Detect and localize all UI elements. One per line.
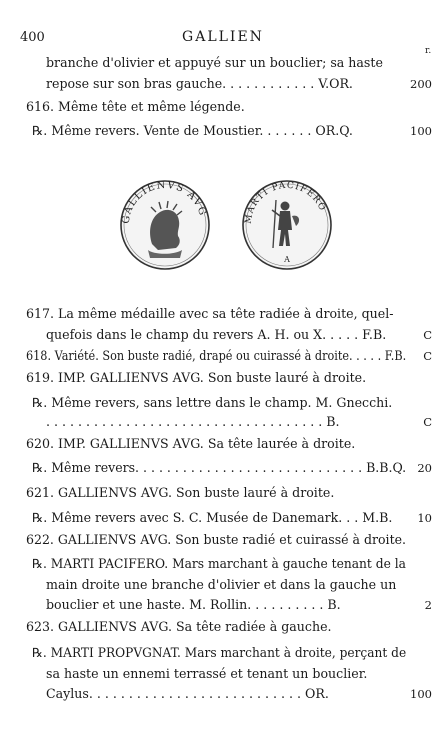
catalogue-line bbox=[0, 617, 446, 637]
catalogue-line bbox=[0, 304, 446, 324]
line-price: 100 bbox=[410, 124, 432, 138]
catalogue-line bbox=[0, 121, 446, 141]
line-text: bouclier et une haste. M. Rollin. . . . . . . . . . B. bbox=[46, 597, 341, 612]
obverse-legend: GALLIENVS AVG bbox=[120, 179, 209, 225]
line-text: sa haste un ennemi terrassé et tenant un bouclier. bbox=[46, 666, 368, 681]
line-text: ℞. Même revers, sans lettre dans le champ. M. Gnecchi. bbox=[32, 395, 393, 410]
catalogue-line bbox=[0, 325, 446, 345]
reverse-exergue: A bbox=[284, 255, 290, 264]
catalogue-line bbox=[0, 664, 446, 684]
line-price: 20 bbox=[417, 461, 432, 475]
catalogue-line bbox=[0, 97, 446, 117]
line-text: ℞. Même revers. . . . . . . . . . . . . . . . . . . . . . . . . . . . . B.B.Q. bbox=[32, 460, 407, 475]
line-price: 100 bbox=[410, 687, 432, 701]
catalogue-line bbox=[0, 393, 446, 413]
catalogue-line bbox=[0, 458, 446, 478]
line-text: ℞. MARTI PROPVGNAT. Mars marchant à droite, perçant de bbox=[32, 645, 407, 660]
catalogue-line bbox=[0, 554, 446, 574]
line-text: 620. IMP. GALLIENVS AVG. Sa tête laurée à droite. bbox=[26, 436, 356, 451]
catalogue-line bbox=[0, 412, 446, 432]
line-price: C bbox=[423, 415, 432, 429]
line-price: 2 bbox=[424, 598, 432, 612]
catalogue-line bbox=[0, 368, 446, 388]
coin-reverse bbox=[243, 181, 331, 269]
catalogue-line bbox=[0, 53, 446, 73]
catalogue-line bbox=[0, 508, 446, 528]
line-text: . . . . . . . . . . . . . . . . . . . . . . . . . . . . . . . . . . . B. bbox=[46, 414, 340, 429]
catalogue-line bbox=[0, 74, 446, 94]
line-text: ℞. Même revers avec S. C. Musée de Danemark. . . M.B. bbox=[32, 510, 393, 525]
line-text: 621. GALLIENVS AVG. Son buste lauré à droite. bbox=[26, 485, 335, 500]
reverse-legend: MARTI PACIFERO bbox=[243, 180, 328, 225]
catalogue-line bbox=[0, 643, 446, 663]
margin-mark: r. bbox=[425, 46, 432, 56]
line-price: C bbox=[423, 328, 432, 342]
catalogue-line bbox=[0, 530, 446, 550]
catalogue-line bbox=[0, 575, 446, 595]
catalogue-line bbox=[0, 595, 446, 615]
catalogue-line bbox=[0, 434, 446, 454]
page-number: 400 bbox=[20, 30, 45, 45]
line-text: 616. Même tête et même légende. bbox=[26, 99, 245, 114]
coin-illustration bbox=[118, 178, 334, 272]
line-text: 623. GALLIENVS AVG. Sa tête radiée à gauche. bbox=[26, 619, 332, 634]
catalogue-line bbox=[0, 483, 446, 503]
line-text: Caylus. . . . . . . . . . . . . . . . . . . . . . . . . . . OR. bbox=[46, 686, 329, 701]
line-text: main droite une branche d'olivier et dans la gauche un bbox=[46, 577, 397, 592]
line-text: 619. IMP. GALLIENVS AVG. Son buste lauré à droite. bbox=[26, 370, 367, 385]
running-title: GALLIEN bbox=[182, 29, 264, 45]
line-text: repose sur son bras gauche. . . . . . . . . . . . V.OR. bbox=[46, 76, 353, 91]
line-price: 10 bbox=[417, 511, 432, 525]
catalogue-line bbox=[0, 346, 446, 366]
line-text: 617. La même médaille avec sa tête radiée à droite, quel- bbox=[26, 306, 394, 321]
line-text: 618. Variété. Son buste radié, drapé ou cuirassé à droite. . . . . F.B. bbox=[26, 348, 407, 363]
line-price: C bbox=[423, 349, 432, 363]
line-text: ℞. Même revers. Vente de Moustier. . . . . . . OR.Q. bbox=[32, 123, 353, 138]
line-text: quefois dans le champ du revers A. H. ou X. . . . . F.B. bbox=[46, 327, 387, 342]
line-price: 200 bbox=[410, 77, 432, 91]
line-text: branche d'olivier et appuyé sur un bouclier; sa haste bbox=[46, 55, 383, 70]
catalogue-line bbox=[0, 684, 446, 704]
line-text: ℞. MARTI PACIFERO. Mars marchant à gauche tenant de la bbox=[32, 556, 406, 571]
coin-obverse bbox=[121, 180, 209, 269]
line-text: 622. GALLIENVS AVG. Son buste radié et cuirassé à droite. bbox=[26, 532, 407, 547]
